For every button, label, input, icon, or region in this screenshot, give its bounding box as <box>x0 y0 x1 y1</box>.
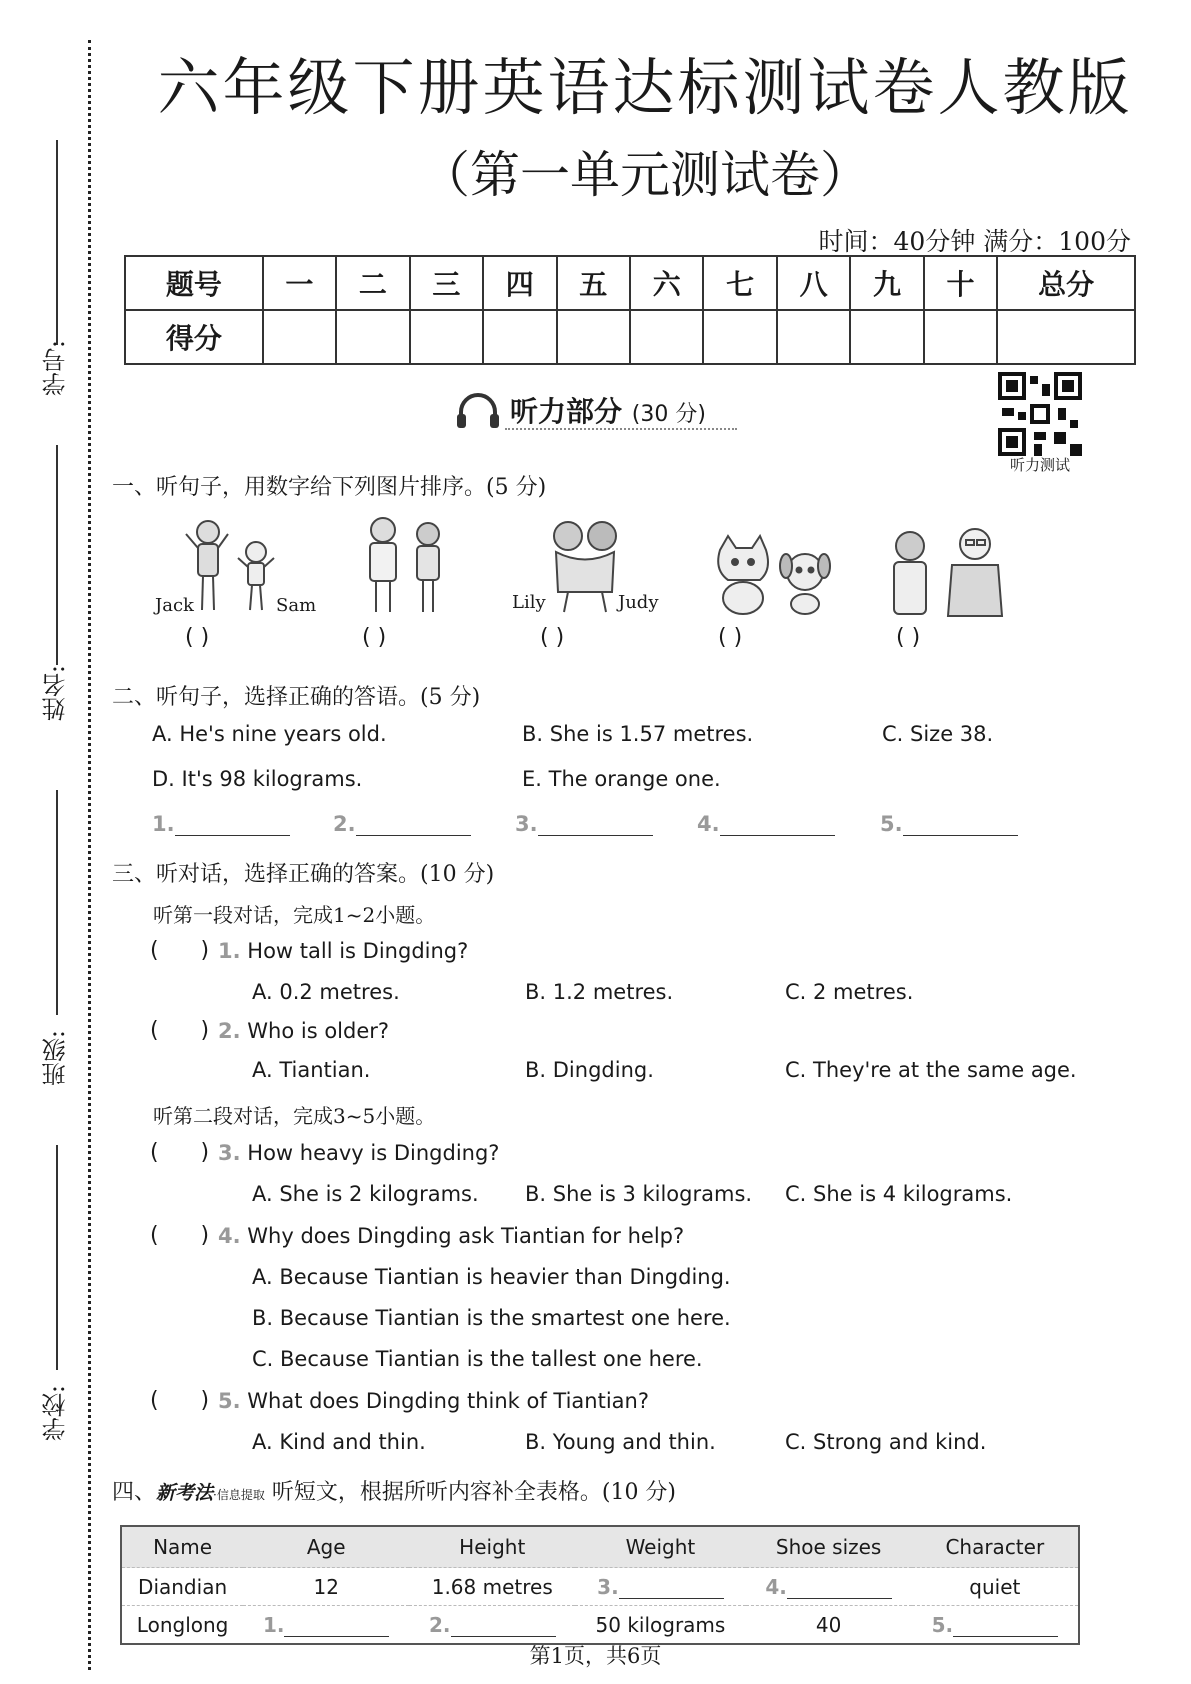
cell-shoe-size: 40 <box>746 1606 912 1645</box>
picture-cat-dog <box>700 530 835 620</box>
section4-heading <box>112 1475 676 1506</box>
figure-name-judy: Judy <box>618 592 659 613</box>
header-name: Name <box>121 1526 243 1568</box>
section4-tag: 新考法 <box>156 1482 214 1504</box>
page-subtitle: （第一单元测试卷） <box>420 146 870 204</box>
score-cell: 六 <box>630 256 703 310</box>
question-number: 1. <box>218 939 241 963</box>
section2-blank-2[interactable] <box>333 812 471 836</box>
score-input-cell[interactable] <box>703 310 776 364</box>
order-blank-2[interactable]: ( ) <box>362 625 387 650</box>
figure-name-jack: Jack <box>155 595 194 616</box>
cell-age: 12 <box>243 1568 409 1606</box>
blank-number: 1. <box>152 812 175 836</box>
blank-number: 3. <box>597 1574 619 1599</box>
cell-weight: 50 kilograms <box>575 1606 745 1645</box>
cell-height-blank[interactable] <box>409 1606 575 1645</box>
answer-blank-q5[interactable]: ( ) <box>150 1388 210 1413</box>
listening-title: 听力部分 <box>510 395 623 428</box>
blank-number: 2. <box>333 812 356 836</box>
answer-blank-q4[interactable]: ( ) <box>150 1223 210 1248</box>
score-input-cell[interactable] <box>410 310 483 364</box>
q2-option-c: C. They're at the same age. <box>785 1058 1077 1082</box>
score-cell: 四 <box>483 256 556 310</box>
section3-note-2: 听第二段对话，完成3~5小题。 <box>153 1104 436 1128</box>
blank-number: 1. <box>262 1612 285 1637</box>
order-blank-4[interactable]: ( ) <box>718 625 743 650</box>
score-input-cell[interactable] <box>336 310 409 364</box>
question-text: Who is older? <box>247 1019 390 1043</box>
score-input-cell[interactable] <box>997 310 1135 364</box>
score-cell: 得分 <box>125 310 263 364</box>
cell-character: quiet <box>912 1568 1079 1606</box>
blank-number: 4. <box>697 812 720 836</box>
section2-option-c: C. Size 38. <box>882 722 994 746</box>
score-cell: 八 <box>777 256 850 310</box>
score-cell: 九 <box>850 256 923 310</box>
header-character: Character <box>912 1526 1079 1568</box>
section3-note-1: 听第一段对话，完成1~2小题。 <box>153 903 436 927</box>
student-id-line <box>56 140 58 345</box>
page-footer: 第1页，共6页 <box>529 1644 662 1668</box>
score-input-cell[interactable] <box>263 310 336 364</box>
page-title: 六年级下册英语达标测试卷人教版 <box>157 51 1133 124</box>
question-text: How tall is Dingding? <box>247 939 469 963</box>
question-number: 4. <box>218 1224 241 1248</box>
score-input-cell[interactable] <box>850 310 923 364</box>
q2-option-b: B. Dingding. <box>525 1058 654 1082</box>
q4-option-b: B. Because Tiantian is the smartest one here. <box>252 1306 731 1330</box>
question-number: 5. <box>218 1389 241 1413</box>
blank-number: 2. <box>428 1612 451 1637</box>
header-shoe-sizes: Shoe sizes <box>746 1526 912 1568</box>
class-line <box>56 790 58 1015</box>
picture-boy-girl <box>355 512 455 617</box>
section3-heading: 三、听对话，选择正确的答案。(10 分) <box>112 862 495 887</box>
score-table-header-row <box>125 256 1135 310</box>
answer-blank-q2[interactable]: ( ) <box>150 1018 210 1043</box>
q4-option-c: C. Because Tiantian is the tallest one here. <box>252 1347 703 1371</box>
q1-option-c: C. 2 metres. <box>785 980 914 1004</box>
question-text: How heavy is Dingding? <box>247 1141 500 1165</box>
question-4 <box>218 1224 684 1248</box>
listening-heading <box>510 390 706 430</box>
section2-option-d: D. It's 98 kilograms. <box>152 767 363 791</box>
question-5 <box>218 1389 649 1413</box>
headphones-icon <box>455 390 501 430</box>
q5-option-a: A. Kind and thin. <box>252 1430 426 1454</box>
answer-blank-q3[interactable]: ( ) <box>150 1140 210 1165</box>
answer-blank-q1[interactable]: ( ) <box>150 938 210 963</box>
q3-option-b: B. She is 3 kilograms. <box>525 1182 753 1206</box>
section1-heading: 一、听句子，用数字给下列图片排序。(5 分) <box>112 475 547 500</box>
header-weight: Weight <box>575 1526 745 1568</box>
order-blank-1[interactable]: ( ) <box>185 625 210 650</box>
question-1 <box>218 939 468 963</box>
order-blank-3[interactable]: ( ) <box>540 625 565 650</box>
score-cell: 三 <box>410 256 483 310</box>
score-cell: 七 <box>703 256 776 310</box>
qr-code-icon[interactable] <box>998 372 1082 456</box>
section4-title: 听短文，根据所听内容补全表格。(10 分) <box>271 1480 677 1505</box>
q3-option-a: A. She is 2 kilograms. <box>252 1182 479 1206</box>
score-table-score-row <box>125 310 1135 364</box>
question-text: Why does Dingding ask Tiantian for help? <box>247 1224 685 1248</box>
section2-blank-4[interactable] <box>697 812 835 836</box>
info-table-header <box>121 1526 1079 1568</box>
section2-option-e: E. The orange one. <box>522 767 721 791</box>
question-2 <box>218 1019 389 1043</box>
score-cell: 题号 <box>125 256 263 310</box>
listening-points: (30 分) <box>631 402 706 427</box>
cell-height: 1.68 metres <box>409 1568 575 1606</box>
score-input-cell[interactable] <box>557 310 630 364</box>
header-age: Age <box>243 1526 409 1568</box>
cell-shoe-blank[interactable] <box>746 1568 912 1606</box>
cell-name: Longlong <box>121 1606 243 1645</box>
section4-prefix: 四、 <box>112 1480 157 1505</box>
question-number: 3. <box>218 1141 241 1165</box>
table-row <box>121 1606 1079 1645</box>
question-3 <box>218 1141 499 1165</box>
blank-number: 3. <box>515 812 538 836</box>
blank-number: 5. <box>931 1612 954 1637</box>
section2-option-a: A. He's nine years old. <box>152 722 387 746</box>
score-cell: 十 <box>924 256 997 310</box>
q5-option-c: C. Strong and kind. <box>785 1430 987 1454</box>
question-number: 2. <box>218 1019 241 1043</box>
order-blank-5[interactable]: ( ) <box>896 625 921 650</box>
table-row <box>121 1568 1079 1606</box>
score-input-cell[interactable] <box>777 310 850 364</box>
score-input-cell[interactable] <box>630 310 703 364</box>
blank-number: 5. <box>880 812 903 836</box>
name-line <box>56 445 58 665</box>
score-cell: 五 <box>557 256 630 310</box>
score-cell: 一 <box>263 256 336 310</box>
section2-blank-3[interactable] <box>515 812 653 836</box>
listening-underline <box>505 428 737 430</box>
picture-girl-grandfather <box>880 520 1010 620</box>
figure-name-lily: Lily <box>512 592 546 613</box>
name-label: 姓名: <box>42 665 70 722</box>
score-table <box>124 255 1136 365</box>
binding-dashed-line <box>88 40 91 1670</box>
time-info: 时间：40分钟 满分：100分 <box>818 227 1131 256</box>
section2-blank-5[interactable] <box>880 812 1018 836</box>
blank-number: 4. <box>765 1574 787 1599</box>
class-label: 班级: <box>42 1030 70 1087</box>
question-text: What does Dingding think of Tiantian? <box>247 1389 649 1413</box>
school-label: 学校: <box>42 1385 70 1442</box>
q1-option-a: A. 0.2 metres. <box>252 980 400 1004</box>
score-cell: 总分 <box>997 256 1135 310</box>
student-id-label: 学号: <box>42 340 70 397</box>
section2-blank-1[interactable] <box>152 812 290 836</box>
section2-heading: 二、听句子，选择正确的答语。(5 分) <box>112 685 481 710</box>
cell-character-blank[interactable] <box>912 1606 1079 1645</box>
cell-name: Diandian <box>121 1568 243 1606</box>
q2-option-a: A. Tiantian. <box>252 1058 371 1082</box>
school-line <box>56 1145 58 1370</box>
q4-option-a: A. Because Tiantian is heavier than Dingding. <box>252 1265 731 1289</box>
cell-age-blank[interactable] <box>243 1606 409 1645</box>
q3-option-c: C. She is 4 kilograms. <box>785 1182 1013 1206</box>
q5-option-b: B. Young and thin. <box>525 1430 716 1454</box>
figure-name-sam: Sam <box>276 595 317 616</box>
score-input-cell[interactable] <box>483 310 556 364</box>
q1-option-b: B. 1.2 metres. <box>525 980 674 1004</box>
score-input-cell[interactable] <box>924 310 997 364</box>
score-cell: 二 <box>336 256 409 310</box>
cell-weight-blank[interactable] <box>575 1568 745 1606</box>
section4-tag-sub: ·信息提取 <box>213 1488 265 1502</box>
qr-label: 听力测试 <box>1009 456 1070 474</box>
header-height: Height <box>409 1526 575 1568</box>
info-table <box>120 1525 1080 1645</box>
section2-option-b: B. She is 1.57 metres. <box>522 722 754 746</box>
